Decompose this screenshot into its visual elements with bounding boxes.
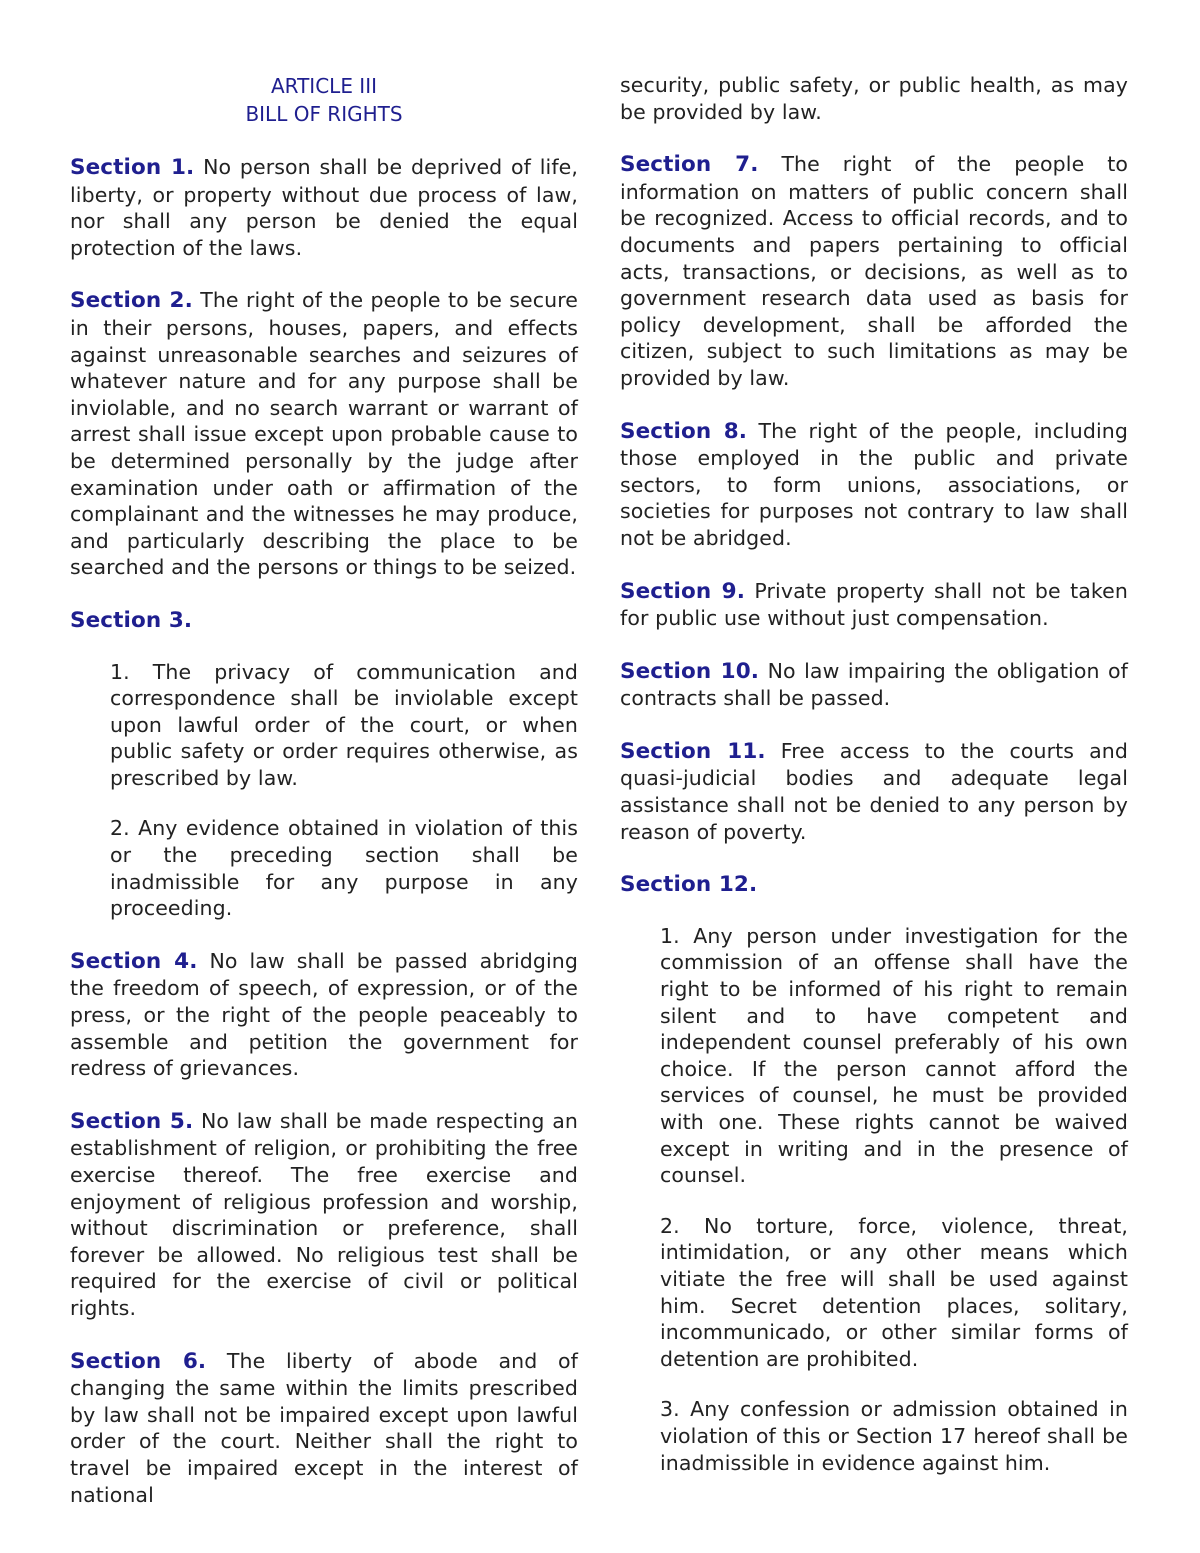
- left-column: [70, 72, 578, 1508]
- article-title: ARTICLE III: [270, 74, 378, 98]
- section-text: security, public safety, or public health, as may be provided by law.: [620, 73, 1128, 124]
- section-2: [70, 287, 578, 581]
- section-text: The right of the people, including those employed in the public and private sectors, to form unions, associations, or societies for purposes not contrary to law shall not be abridged.: [620, 418, 1128, 550]
- section-12: [620, 871, 1128, 1476]
- section-1: [70, 154, 578, 261]
- section-label: Section 9.: [620, 578, 745, 604]
- article-heading: [70, 72, 578, 128]
- section-4: [70, 948, 578, 1082]
- section-label: Section 4.: [70, 948, 198, 974]
- section-6-continued: [620, 72, 1128, 125]
- section-label: Section 7.: [620, 152, 759, 178]
- section-text: Private property shall not be taken for public use without just compensation.: [620, 578, 1128, 631]
- section-text: The right of the people to be secure in their persons, houses, papers, and effects against unreasonable searches and seizures of whatever nature and for any purpose shall be inviolable, and no search warrant or warrant of arrest shall issue except upon probable cause to be determined personally by the judge after examination under oath or affirmation of the complainant and the witnesses he may produce, and particularly describing the place to be searched and the persons or things to be seized.: [70, 288, 578, 580]
- list-item: 1. The privacy of communication and correspondence shall be inviolable except upon lawful order of the court, or when public safety or order requires otherwise, as prescribed by law.: [110, 659, 578, 790]
- list-item: 2. No torture, force, violence, threat, intimidation, or any other means which vitiate the free will shall be used against him. Secret detention places, solitary, incommunicado, or other similar forms of detention are prohibited.: [660, 1213, 1128, 1371]
- section-label: Section 1.: [70, 155, 195, 180]
- section-5: [70, 1108, 578, 1322]
- section-text: The right of the people to information on matters of public concern shall be recognized. Access to official records, and to documents and papers pertaining to official acts, transactions, or decisions, as well as to government research data used as basis for policy development, shall be afforded the citizen, subject to such limitations as may be provided by law.: [620, 152, 1129, 390]
- list-item: 1. Any person under investigation for the commission of an offense shall have the right to be informed of his right to remain silent and to have competent and independent counsel preferably of his own choice. If the person cannot afford the services of counsel, he must be provided with one. These rights cannot be waived except in writing and in the presence of counsel.: [660, 923, 1128, 1188]
- section-10: [620, 658, 1128, 712]
- section-11: [620, 738, 1128, 845]
- section-6: [70, 1348, 578, 1509]
- section-label: Section 3.: [70, 607, 193, 633]
- section-label: Section 2.: [70, 288, 193, 314]
- section-7: [620, 151, 1128, 391]
- section-text: Free access to the courts and quasi-judicial bodies and adequate legal assistance shall not be denied to any person by reason of poverty.: [620, 738, 1128, 844]
- section-label: Section 12.: [620, 872, 758, 898]
- section-8: [620, 418, 1128, 552]
- list-item: 2. Any evidence obtained in violation of this or the preceding section shall be inadmissible for any purpose in any proceeding.: [110, 816, 578, 921]
- section-text: The liberty of abode and of changing the same within the limits prescribed by law shall not be impaired except upon lawful order of the court. Neither shall the right to travel be impaired except in the interest of national: [70, 1348, 578, 1507]
- section-label: Section 5.: [70, 1108, 194, 1134]
- list-item: 3. Any confession or admission obtained in violation of this or Section 17 hereof shall be inadmissible in evidence against him.: [660, 1397, 1128, 1475]
- section-label: Section 6.: [70, 1348, 207, 1374]
- right-column: [620, 72, 1128, 1476]
- section-3: [70, 607, 578, 922]
- section-label: Section 11.: [620, 738, 766, 764]
- section-text: No person shall be deprived of life, liberty, or property without due process of law, nor shall any person be denied the equal protection of the laws.: [70, 155, 578, 260]
- section-text: No law shall be made respecting an establishment of religion, or prohibiting the free exercise thereof. The free exercise and enjoyment of religious profession and worship, without discrimination or preference, shall forever be allowed. No religious test shall be required for the exercise of civil or political rights.: [70, 1108, 578, 1320]
- section-text: No law shall be passed abridging the freedom of speech, of expression, or of the press, or the right of the people peaceably to assemble and petition the government for redress of grievances.: [70, 948, 578, 1081]
- section-9: [620, 578, 1128, 632]
- section-text: No law impairing the obligation of contracts shall be passed.: [620, 658, 1128, 711]
- section-label: Section 10.: [620, 658, 760, 684]
- article-subtitle: BILL OF RIGHTS: [245, 102, 403, 126]
- section-label: Section 8.: [620, 418, 748, 444]
